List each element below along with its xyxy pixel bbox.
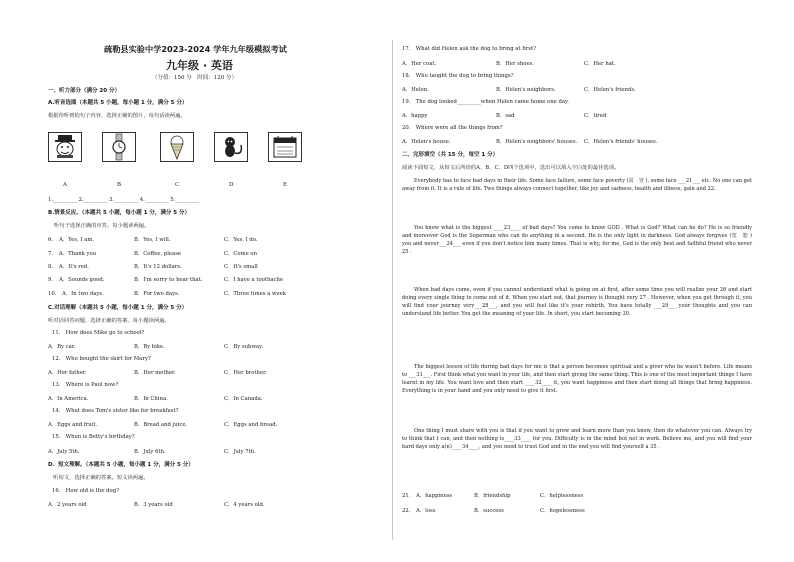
part-d-instruction: 听短文，选择正确的答案。短文读两遍。 (48, 475, 149, 481)
question-15-text: 15. When is Betty's birthday? (52, 434, 135, 440)
question-16-text: 16. How old is the dog? (52, 488, 119, 494)
part-b-instruction: 听句子选择正确的应答。每小题读两遍。 (54, 223, 150, 229)
passage-paragraph-4: The biggest lesson of life during bad days for me is that a person becomes spiritual and a giver who he wasn't before. Life means to ___31___. First think what you want in your life, and then start giving the same thing. This is one of the most important things I have learnt in my life. You want love and then start ____32____ it, you want happiness and then start doing all things that bring happiness. Everything is in your hand and you only need to give it first. (402, 364, 752, 394)
calendar-picture (268, 132, 302, 162)
passage-paragraph-5: One thing I must share with you is that if you want to grow and learn more than you know, then do whatever you can. Always try to think that I can, and then nothing is____33____ for you. Difficulty is in the mind but not in work. Believe me, and you will find your hard days only a(n)____34____, and you need to trust God and in the end you will find yourself a 35 . (402, 428, 752, 450)
exam-title: 疏勒县实验中学2023-2024 学年九年级模拟考试 (104, 44, 287, 54)
ice-cream-picture (160, 132, 194, 162)
question-19-text: 19. The dog looked_________when Helen came home one day. (402, 99, 569, 105)
question-14-text: 14. What does Tom's sister like for breakfast? (52, 408, 179, 414)
part-d-heading: D．短文理解。（本题共 5 小题，每小题 1 分，满分 5 分） (48, 462, 194, 468)
watch-icon (103, 133, 135, 161)
question-12-text: 12. Who bought the skirt for Mary? (52, 356, 151, 362)
question-20-text: 20. Where were all the things from? (402, 125, 503, 131)
calendar-icon (269, 133, 301, 161)
part-a-heading: A.听音选图（本题共 5 小题，每小题 1 分，满分 5 分） (48, 100, 188, 106)
subject-title: 九年级 · 英语 (166, 59, 233, 72)
monkey-picture (214, 132, 248, 162)
part-b-heading: B.情景反应。（本题共 5 小题，每小题 1 分，满分 5 分） (48, 210, 191, 216)
exam-meta: （分值：150 分 时间：120 分） (152, 75, 237, 81)
part-c-instruction: 听对话回答问题，选择正确的答案。每小题读两遍。 (48, 318, 170, 324)
watch-picture (102, 132, 136, 162)
cloze-instruction: 阅读下面短文，从短文后所给的A、B、C、D四个选项中，选出可以填入空白处的最佳选项。 (402, 165, 620, 171)
left-column: 疏勒县实验中学2023-2024 学年九年级模拟考试 九年级 · 英语 （分值：150 分 时间：120 分） 一、听力部分（满分 20 分） A.听音选图（本题共 5 小题，每小题 1 分，满分 5 分） 根据你听到的句子内容，选择正确的图片，每句话读两遍。 A B C D E 1._________ 2._________ 3._________ 4._________ 5._________ B.情景反应。（本题共 5 小题，每小题 1 分，满分 5 分） 听句子选择正确的应答。每小题读两遍。 6. A．Yes, I am. B．Yes, I will. C．Yes, I do. 7. A．Thank you B．Coffee, please C．Come on 8. A．It's red. B．It's 12 dollars. C．It's small 9. A．Sounds good. B．I'm sorry to hear that. C．I have a toothache 10. A．In two days. B．For two days. C．Three times a week C.对话理解（本题共 5 小题，每小题 1 分，满分 5 分） 听对话回答问题，选择正确的答案。每小题读两遍。 11. How does Mike go to school? A．By car. B．By bike. C．By subway. 12. Who bought the skirt for Mary? A．Her father. B．Her mother. C．Her brother. 13. Where is Paul now? A．In America. B．In China. C．In Canada. 14. What does Tom's sister like for breakfast? A．Eggs and fruit. B．Bread and juice. C．Eggs and bread. 15. When is Betty's birthday? A．July 5th. B．July 6th. C．July 7th. D．短文理解。（本题共 5 小题，每小题 1 分，满分 5 分） 听短文，选择正确的答案。短文读两遍。 16. How old is the dog? A．2 years old B．3 years old C．4 years old. (48, 0, 384, 562)
listening-heading: 一、听力部分（满分 20 分） (48, 88, 120, 94)
part-a-instruction: 根据你听到的句子内容，选择正确的图片，每句话读两遍。 (48, 113, 186, 119)
snowman-picture (48, 132, 82, 162)
monkey-icon (215, 133, 247, 161)
picture-label-e: E (283, 182, 288, 188)
question-11-text: 11. How does Mike go to school? (52, 330, 145, 336)
part-c-heading: C.对话理解（本题共 5 小题，每小题 1 分，满分 5 分） (48, 305, 188, 311)
picture-label-d: D (229, 182, 234, 188)
cloze-heading: 二、完形填空（共 15 分，每空 1 分） (402, 152, 499, 158)
question-13-text: 13. Where is Paul now? (52, 382, 119, 388)
picture-label-b: B (117, 182, 122, 188)
answer-blanks-1-5: 1._________ 2._________ 3._________ 4._________ 5._________ (48, 197, 200, 203)
question-17-text: 17. What did Helen ask the dog to bring at first? (402, 46, 536, 52)
right-column: 17. What did Helen ask the dog to bring at first? A．Her coat. B．Her shoes. C．Her hat. 18. Who taught the dog to bring things? A．Helen. B．Helen's neighbors. C．Helen's friends. 19. The dog looked_________when Helen came home one day. A．happy B．sad C．tired 20. Where were all the things from? A．Helen's house. B．Helen's neighbors' houses. C．Helen's friends' houses. 二、完形填空（共 15 分，每空 1 分） 阅读下面短文，从短文后所给的A、B、C、D四个选项中，选出可以填入空白处的最佳选项。 Everybody has to face bad days in their life. Some face failure, some face poverty (贫 穷 ), some face ___21___ etc. No one can get away from it. It is a rule of life. Two things always connect together, like joy and sadness, health and illness, gain and 22. You know what is the biggest ____23____ of bad days? You come to know GOD . What is God? What can he do? He is so friendly and moreover God is the Superman who can do anything in a second. He is the only light in darkness. God always forgives (宽 恕 ) you and never___24___ even if you don't notice him many times. That is why, for me, God is the only best and faithful friend who never 25 . When bad days come, even if you cannot understand what is going on at first, after some time you will realize your 26 and start doing every single thing to come out of it. When you start out, that journey is thought very 27 . However, when you get through it, you will find your journey very___28___, and you will feel like it's your rebirth. You have totally ___29___ your thoughts and you can understand life better. You get the meaning of your life. In short, you start becoming 30. The biggest lesson of life during bad days for me is that a person becomes spiritual and a giver who he wasn't before. Life means to ___31___. First think what you want in your life, and then start giving the same thing. This is one of the most important things I have learnt in my life. You want love and then start ____32____ it, you want happiness and then start doing all things that bring happiness. Everything is in your hand and you only need to give it first. One thing I must share with you is that if you want to grow and learn more than you know, then do whatever you can. Always try to think that I can, and then nothing is____33____ for you. Difficulty is in the mind but not in work. Believe me, and you will find your hard days only a(n)____34____, and you need to trust God and in the end you will find yourself a 35 . 21． A．happiness B．friendship C．helplessness 22． A．loss B．success C．hopelessness (402, 46, 753, 514)
passage-paragraph-1: Everybody has to face bad days in their life. Some face failure, some face poverty (贫 穷 ), some face ___21___ etc. No one can get away from it. It is a rule of life. Two things always connect together, like joy and sadness, health and illness, gain and 22. (402, 178, 753, 192)
picture-label-c: C (175, 182, 180, 188)
question-18-text: 18. Who taught the dog to bring things? (402, 73, 514, 79)
snowman-icon (49, 133, 81, 161)
passage-paragraph-3: When bad days come, even if you cannot understand what is going on at first, after some time you will realize your 26 and start doing every single thing to come out of it. When you start out, that journey is thought very 27 . However, when you get through it, you will find your journey very___28___, and you will feel like it's your rebirth. You have totally ___29___ your thoughts and you can understand life better. You get the meaning of your life. In short, you start becoming 30. (402, 287, 752, 317)
ice-cream-icon (161, 133, 193, 161)
picture-label-a: A (63, 182, 67, 188)
column-divider (392, 40, 393, 540)
passage-paragraph-2: You know what is the biggest ____23____ of bad days? You come to know GOD . What is God? What can he do? He is so friendly and moreover God is the Superman who can do anything in a second. He is the only light in darkness. God always forgives (宽 恕 ) you and never___24___ even if you don't notice him many times. That is why, for me, God is the only best and faithful friend who never 25 . (402, 225, 752, 255)
